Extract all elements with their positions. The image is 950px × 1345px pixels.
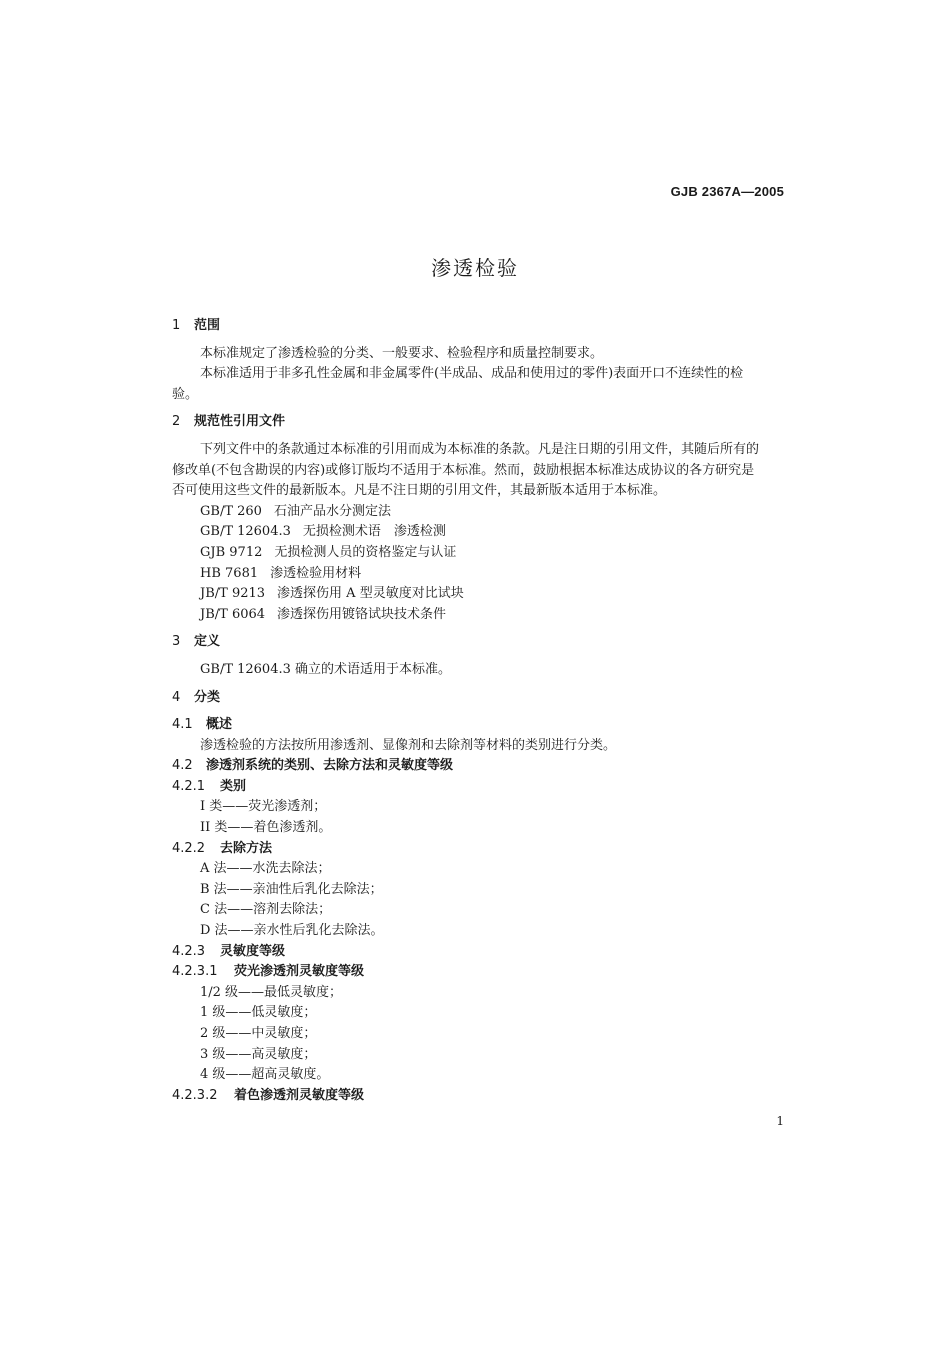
section-title: 着色渗透剂灵敏度等级 [234, 1087, 365, 1103]
subsection-heading-4-2-3-2 [172, 1086, 786, 1107]
section-heading-4 [172, 688, 786, 709]
reference-item [172, 584, 786, 605]
reference-item [172, 605, 786, 626]
document-title: 渗透检验 [431, 256, 519, 280]
reference-title: 无损检测人员的资格鉴定与认证 [274, 544, 457, 560]
section-number: 4 [172, 689, 181, 705]
list-item: 1/2 级——最低灵敏度； [200, 984, 343, 1000]
reference-code: HB 7681 [200, 565, 259, 581]
page-number: 1 [776, 1114, 784, 1128]
list-item: A 法——水洗去除法； [200, 861, 331, 877]
section-title: 灵敏度等级 [220, 943, 286, 959]
section-title: 荧光渗透剂灵敏度等级 [234, 964, 365, 980]
paragraph: 渗透检验的方法按所用渗透剂、显像剂和去除剂等材料的类别进行分类。 [200, 737, 617, 753]
reference-title: 渗透检验用材料 [270, 565, 362, 581]
paragraph: 本标准规定了渗透检验的分类、一般要求、检验程序和质量控制要求。 [200, 345, 604, 361]
list-item: 4 级——超高灵敏度。 [200, 1067, 330, 1083]
section-number: 4.2.3.2 [172, 1087, 218, 1103]
section-title: 概述 [206, 717, 233, 733]
paragraph-continuation: 修改单(不包含勘误的内容)或修订版均不适用于本标准。然而，鼓励根据本标准达成协议的各方研究是 [172, 462, 755, 478]
list-item: 3 级——高灵敏度； [200, 1046, 317, 1062]
reference-title: 石油产品水分测定法 [273, 503, 391, 519]
section-number: 4.2.2 [172, 840, 206, 856]
subsection-heading-4-2-3 [172, 942, 786, 963]
standard-code: GJB 2367A—2005 [670, 184, 784, 199]
list-item: II 类——着色渗透剂。 [200, 820, 332, 836]
reference-code: JB/T 6064 [200, 606, 266, 622]
reference-item [172, 543, 786, 564]
paragraph: 本标准适用于非多孔性金属和非金属零件(半成品、成品和使用过的零件)表面开口不连续性的检 [200, 366, 744, 382]
section-title: 分类 [194, 689, 221, 705]
reference-title: 渗透探伤用镀铬试块技术条件 [277, 606, 447, 622]
reference-item [172, 564, 786, 585]
section-heading-1 [172, 316, 786, 337]
section-title: 范围 [194, 318, 221, 333]
list-item: I 类——荧光渗透剂； [200, 799, 327, 815]
subsection-heading-4-2-1 [172, 777, 786, 798]
section-number: 4.2.3.1 [172, 964, 218, 980]
reference-code: GB/T 12604.3 [200, 524, 291, 540]
section-number: 1 [172, 318, 181, 333]
section-number: 3 [172, 634, 181, 650]
section-title: 定义 [194, 634, 221, 650]
section-heading-3 [172, 632, 786, 653]
section-title: 类别 [220, 778, 247, 794]
reference-item [172, 502, 786, 523]
section-title: 规范性引用文件 [194, 414, 286, 430]
reference-title: 无损检测术语 渗透检测 [302, 524, 446, 540]
reference-title: 渗透探伤用 A 型灵敏度对比试块 [277, 586, 464, 602]
paragraph: GB/T 12604.3 确立的术语适用于本标准。 [200, 661, 452, 677]
section-heading-2 [172, 412, 786, 433]
subsection-heading-4-2 [172, 756, 786, 777]
section-number: 4.2.1 [172, 778, 206, 794]
subsection-heading-4-1 [172, 715, 786, 736]
subsection-heading-4-2-3-1 [172, 962, 786, 983]
section-number: 4.2.3 [172, 943, 206, 959]
section-number: 4.1 [172, 717, 193, 733]
paragraph: 下列文件中的条款通过本标准的引用而成为本标准的条款。凡是注日期的引用文件，其随后所有的 [200, 441, 760, 457]
paragraph-continuation: 否可使用这些文件的最新版本。凡是不注日期的引用文件，其最新版本适用于本标准。 [172, 483, 667, 499]
section-number: 4.2 [172, 758, 193, 774]
section-title: 渗透剂系统的类别、去除方法和灵敏度等级 [206, 758, 454, 774]
reference-item [172, 522, 786, 543]
section-title: 去除方法 [220, 840, 273, 856]
section-number: 2 [172, 414, 181, 430]
list-item: B 法——亲油性后乳化去除法； [200, 881, 383, 897]
list-item: C 法——溶剂去除法； [200, 902, 332, 918]
list-item: D 法——亲水性后乳化去除法。 [200, 923, 384, 939]
document-body [172, 316, 786, 1106]
subsection-heading-4-2-2 [172, 839, 786, 860]
list-item: 1 级——低灵敏度； [200, 1005, 317, 1021]
paragraph-continuation: 验。 [172, 386, 199, 402]
reference-code: JB/T 9213 [200, 586, 266, 602]
reference-code: GJB 9712 [200, 544, 263, 560]
reference-code: GB/T 260 [200, 503, 262, 519]
list-item: 2 级——中灵敏度； [200, 1026, 317, 1041]
